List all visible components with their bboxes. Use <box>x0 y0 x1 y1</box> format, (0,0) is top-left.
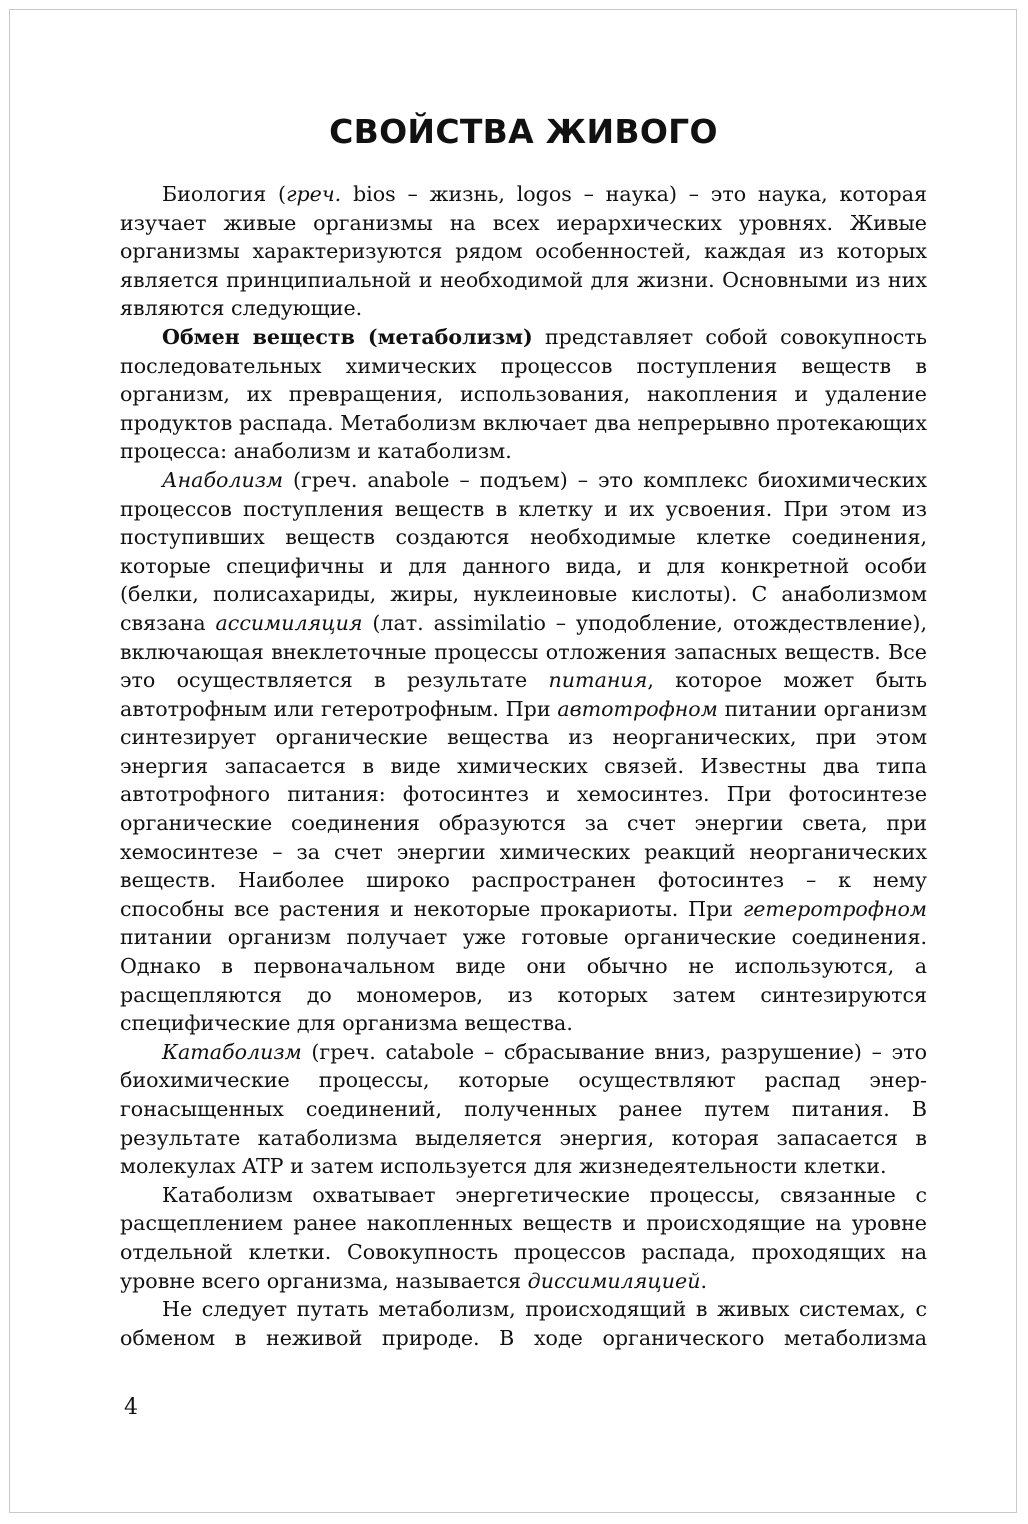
text-run: bios – жизнь, logos – наука) – это наука, которая изучает живые организмы на всех иерархических уровнях. Живые организмы характеризуются рядом особенностей, каждая из которых является принципиальной и необходимой для жизни. Основными из них являются следующие. <box>120 182 928 321</box>
text-run: Катаболизм охватывает энергетические процессы, связанные с расщеплением ранее накопленных веществ и происходящие на уровне отдельной клетки. Совокупность процессов распада, проходящих на уровне всего организма, называется <box>120 1182 927 1293</box>
text-run: (лат. assimilatio – уподобление, отождествление), включающая внеклеточные процессы отложения запасных веществ. Все это осуществляется в результате <box>120 610 927 693</box>
italic-term: питания <box>548 668 648 693</box>
paragraph-intro <box>120 180 927 323</box>
paragraph-metabolism <box>120 323 927 466</box>
italic-term: автотрофном <box>557 696 718 721</box>
text-run: Биология ( <box>162 182 287 206</box>
italic-term: гетеротрофном <box>742 896 927 921</box>
paragraph-anabolism <box>120 466 927 1038</box>
text-run: питании организм синтезирует органические вещества из неорганических, при этом энергия запасается в виде химических связей. Известны два типа автотрофного питания: фотосинтез и хемосинтез. При фотосинтезе органические соединения образуются за счет энергии света, при хемосинтезе – за счет энергии химических реакций неорганических веществ. Наиболее широко распространен фотосинтез – к нему способны все растения и некоторые прокариоты. При <box>120 696 928 921</box>
paragraph-catabolism-energy <box>120 1181 927 1295</box>
page-title: СВОЙСТВА ЖИВОГО <box>329 112 718 151</box>
italic-term: ассимиляция <box>215 610 363 635</box>
page-content <box>120 106 927 1352</box>
italic-term: диссимиляцией <box>527 1268 701 1293</box>
page-number: 4 <box>124 1395 138 1420</box>
book-page <box>9 9 1017 1513</box>
text-run: . <box>700 1268 708 1293</box>
text-run: питании организм получает уже готовые органические соединения. Однако в первоначальном виде они обычно не используются, а расщепляются до мономеров, из которых затем синтезируются специфические для организма вещества. <box>120 925 927 1036</box>
italic-term: Анаболизм <box>162 467 284 492</box>
text-run: , которое может быть автотрофным или гетеротрофным. При <box>120 668 927 721</box>
text-run: (греч. anabole – подъем) – это комплекс биохимических процессов поступления веществ в клетку и их усвоения. При этом из поступивших веществ создаются необходимые клетке соединения, которые специфичны и для данного вида, и для конкретной особи (белки, полисахариды, жиры, нуклеиновые кислоты). С анаболизмом связана <box>120 467 927 635</box>
text-run: представляет собой совокупность последовательных химических процессов поступления веществ в организм, их превращения, использования, накопления и удаление продуктов распада. Метаболизм включает два непрерывно протекающих процесса: анаболизм и катаболизм. <box>120 324 927 464</box>
italic-term: Катаболизм <box>162 1039 302 1064</box>
bold-term: Обмен веществ (метаболизм) <box>162 324 533 349</box>
paragraph-metabolism-distinction <box>120 1295 927 1352</box>
italic-term: греч. <box>286 182 342 206</box>
paragraph-catabolism <box>120 1038 927 1181</box>
text-run: (греч. catabole – сбрасывание вниз, разрушение) – это биохимические процессы, которые осуществляют распад энергонасыщенных соединений, полученных ранее путем питания. В результате катаболизма выделяется энергия, которая запасается в молекулах ATP и затем используется для жизнедеятельности клетки. <box>120 1039 927 1179</box>
text-run: Не следует путать метаболизм, происходящий в живых системах, с обменом в неживой природе. В ходе органического метаболизма <box>120 1297 927 1350</box>
